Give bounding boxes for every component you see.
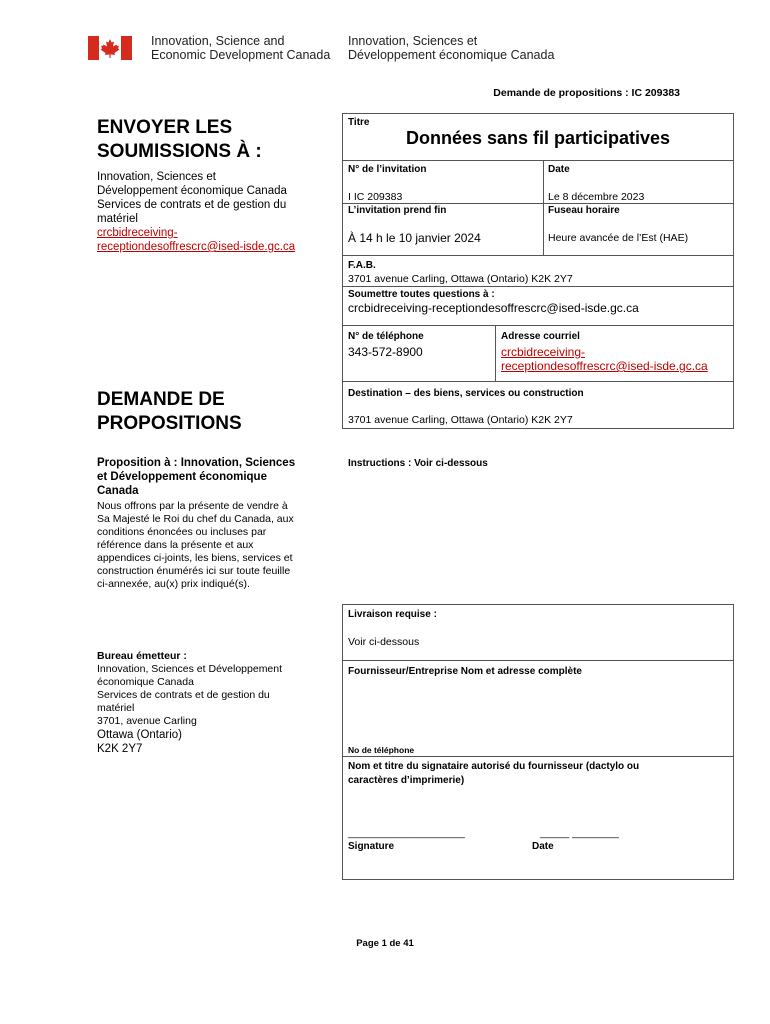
fob-value: 3701 avenue Carling, Ottawa (Ontario) K2K 2Y7 bbox=[348, 273, 573, 285]
proposal-body bbox=[97, 500, 327, 591]
delivery-label: Livraison requise : bbox=[348, 609, 437, 620]
divider bbox=[342, 255, 734, 256]
proposal-section bbox=[97, 456, 327, 591]
proposal-body-line: appendices ci-joints, les biens, services et bbox=[97, 552, 293, 564]
issuing-office-city: Ottawa (Ontario) bbox=[97, 729, 182, 741]
destination-label: Destination – des biens, services ou construction bbox=[348, 388, 584, 399]
invitation-no-value: I IC 209383 bbox=[348, 191, 403, 203]
issuing-office-line: Services de contrats et de gestion du bbox=[97, 689, 270, 701]
fob-label: F.A.B. bbox=[348, 260, 376, 271]
supplier-label: Fournisseur/Entreprise Nom et adresse complète bbox=[348, 666, 582, 677]
divider bbox=[342, 756, 734, 757]
divider bbox=[495, 325, 496, 381]
divider bbox=[342, 160, 734, 161]
proposal-body-line: référence dans la présente et aux bbox=[97, 539, 254, 551]
dept-fr-line1: Innovation, Sciences et bbox=[348, 34, 478, 48]
issuing-office-line: économique Canada bbox=[97, 676, 194, 688]
title-label: Titre bbox=[348, 117, 370, 128]
proposal-body-line: construction énumérés ici sur toute feuille bbox=[97, 565, 291, 577]
proposal-body-line: ci-annexée, au(x) prix indiqué(s). bbox=[97, 578, 250, 590]
timezone-label: Fuseau horaire bbox=[548, 205, 620, 216]
date-value: Le 8 décembre 2023 bbox=[548, 191, 645, 203]
submit-email-link-line1[interactable]: crcbidreceiving- bbox=[97, 227, 178, 239]
title-value: Données sans fil participatives bbox=[405, 128, 671, 148]
proposal-body-line: conditions énoncées ou incluses par bbox=[97, 526, 267, 538]
rfp-heading bbox=[97, 388, 327, 436]
date-line[interactable]: _____ ________ bbox=[540, 827, 619, 839]
submit-email-link-line2[interactable]: receptiondesoffrescrc@ised-isde.gc.ca bbox=[97, 241, 296, 253]
divider bbox=[543, 160, 544, 255]
closes-value: À 14 h le 10 janvier 2024 bbox=[348, 231, 481, 245]
timezone-value: Heure avancée de l’Est (HAE) bbox=[548, 232, 689, 244]
email-link-line1[interactable]: crcbidreceiving- bbox=[501, 345, 586, 359]
issuing-office-line: 3701, avenue Carling bbox=[97, 715, 197, 727]
submit-line1: Innovation, Sciences et bbox=[97, 171, 216, 183]
submit-heading-line1: ENVOYER LES bbox=[97, 117, 233, 138]
questions-label: Soumettre toutes questions à : bbox=[348, 289, 495, 300]
proposal-body-line: Nous offrons par la présente de vendre à bbox=[97, 500, 288, 512]
proposal-heading-line2: et Développement économique bbox=[97, 471, 267, 483]
instructions-label: Instructions : Voir ci-dessous bbox=[348, 458, 488, 469]
dept-fr-line2: Développement économique Canada bbox=[348, 48, 555, 62]
issuing-office-section bbox=[97, 650, 327, 756]
signature-line[interactable]: ____________________ bbox=[348, 827, 465, 839]
rfp-heading-line1: DEMANDE DE bbox=[97, 389, 225, 410]
proposal-heading-line1: Proposition à : Innovation, Sciences bbox=[97, 457, 296, 469]
closes-label: L’invitation prend fin bbox=[348, 205, 447, 216]
signatory-label-line2: caractères d’imprimerie) bbox=[348, 775, 465, 786]
dept-en-line1: Innovation, Science and bbox=[151, 34, 285, 48]
divider bbox=[342, 203, 734, 204]
submit-line2: Développement économique Canada bbox=[97, 185, 287, 197]
email-link-line2[interactable]: receptiondesoffrescrc@ised-isde.gc.ca bbox=[501, 359, 708, 373]
submit-line4: matériel bbox=[97, 213, 138, 225]
proposal-heading-line3: Canada bbox=[97, 485, 139, 497]
issuing-office-lines bbox=[97, 663, 327, 728]
department-name-en bbox=[151, 34, 330, 62]
destination-value: 3701 avenue Carling, Ottawa (Ontario) K2K 2Y7 bbox=[348, 414, 573, 426]
sign-date-label: Date bbox=[532, 841, 554, 852]
issuing-office-postal: K2K 2Y7 bbox=[97, 743, 143, 755]
phone-label: N° de téléphone bbox=[348, 331, 424, 342]
canada-flag-icon bbox=[88, 36, 132, 60]
divider bbox=[342, 286, 734, 287]
phone-value: 343-572-8900 bbox=[348, 345, 423, 359]
signature-label: Signature bbox=[348, 841, 395, 852]
delivery-value: Voir ci-dessous bbox=[348, 636, 420, 648]
divider bbox=[342, 660, 734, 661]
submit-heading-line2: SOUMISSIONS À : bbox=[97, 141, 262, 162]
proposal-body-line: Sa Majesté le Roi du chef du Canada, aux bbox=[97, 513, 294, 525]
rfp-reference: Demande de propositions : IC 209383 bbox=[493, 87, 680, 99]
page-footer: Page 1 de 41 bbox=[356, 938, 414, 949]
rfp-heading-line2: PROPOSITIONS bbox=[97, 413, 242, 434]
issuing-office-line: Innovation, Sciences et Développement bbox=[97, 663, 283, 675]
date-label: Date bbox=[548, 164, 570, 175]
submit-line3: Services de contrats et de gestion du bbox=[97, 199, 287, 211]
divider bbox=[342, 325, 734, 326]
department-name-fr bbox=[348, 34, 554, 62]
issuing-office-heading: Bureau émetteur : bbox=[97, 650, 187, 662]
divider bbox=[342, 381, 734, 382]
signatory-label-line1: Nom et titre du signataire autorisé du fournisseur (dactylo ou bbox=[348, 761, 640, 772]
questions-value: crcbidreceiving-receptiondesoffrescrc@ised-isde.gc.ca bbox=[348, 301, 639, 315]
submit-section bbox=[97, 116, 327, 254]
issuing-office-line: matériel bbox=[97, 702, 135, 714]
dept-en-line2: Economic Development Canada bbox=[151, 48, 331, 62]
email-label: Adresse courriel bbox=[501, 331, 580, 342]
supplier-phone-label: No de téléphone bbox=[348, 745, 415, 755]
invitation-no-label: N° de l’invitation bbox=[348, 164, 427, 175]
